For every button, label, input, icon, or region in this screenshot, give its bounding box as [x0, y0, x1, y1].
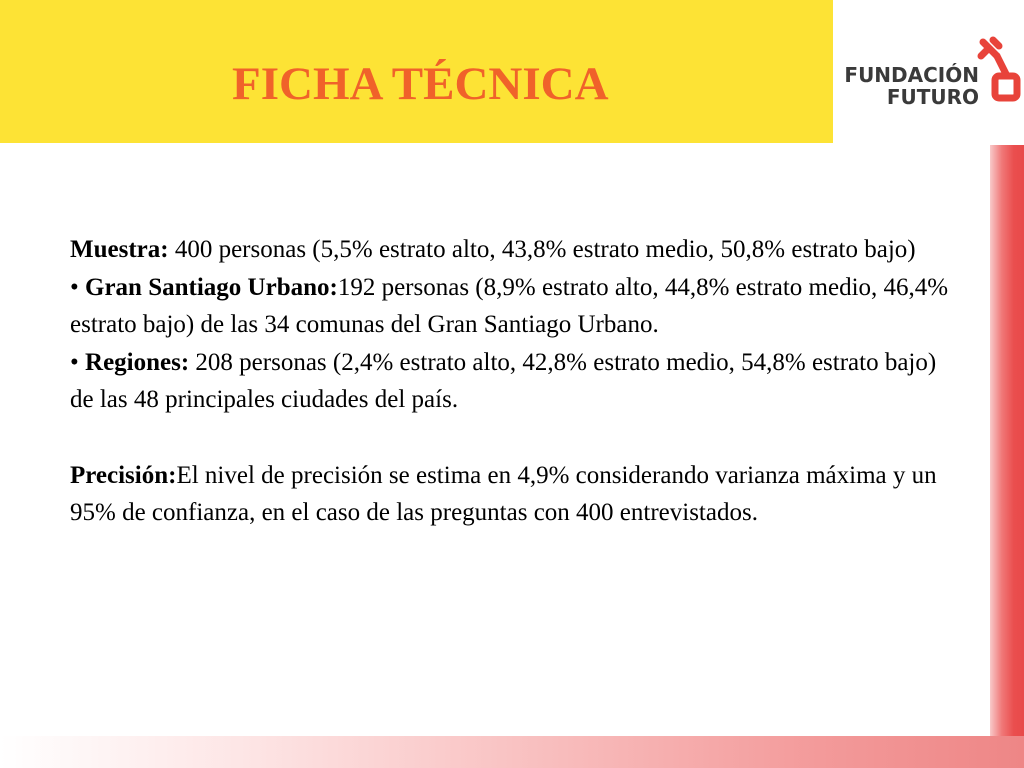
- muestra-text: 400 personas (5,5% estrato alto, 43,8% estrato medio, 50,8% estrato bajo): [168, 236, 916, 263]
- key-icon: [977, 36, 1024, 108]
- muestra-paragraph: [70, 231, 950, 269]
- logo-line1: FUNDACIÓN: [844, 63, 979, 87]
- regiones-label: Regiones:: [85, 348, 190, 376]
- gran-santiago-text: 192 personas (8,9% estrato alto, 44,8% estrato medio, 46,4% estrato bajo) de las 34 comunas del Gran Santiago Urbano.: [70, 273, 949, 339]
- bullet-regiones: [70, 344, 950, 419]
- precision-paragraph: [70, 457, 950, 532]
- logo-line2: FUTURO: [886, 85, 979, 109]
- slide-body: [70, 231, 950, 532]
- slide-title: FICHA TÉCNICA: [232, 58, 609, 110]
- precision-text: El nivel de precisión se estima en 4,9% considerando varianza máxima y un 95% de confianza, en el caso de las preguntas con 400 entrevistados.: [70, 461, 937, 527]
- right-accent-band: [990, 145, 1024, 768]
- title-bar: [0, 0, 833, 143]
- bullet-gran-santiago: [70, 269, 950, 344]
- bullet-symbol: •: [70, 273, 79, 301]
- precision-label: Precisión:: [70, 461, 177, 489]
- muestra-label: Muestra:: [70, 236, 169, 263]
- paragraph-spacer: [70, 419, 950, 457]
- bottom-accent-band: [0, 736, 1024, 768]
- gran-santiago-label: Gran Santiago Urbano:: [85, 273, 338, 301]
- regiones-text: 208 personas (2,4% estrato alto, 42,8% estrato medio, 54,8% estrato bajo) de las 48 principales ciudades del país.: [70, 348, 937, 414]
- bullet-symbol: •: [70, 348, 79, 376]
- fundacion-futuro-logo: [845, 36, 1024, 116]
